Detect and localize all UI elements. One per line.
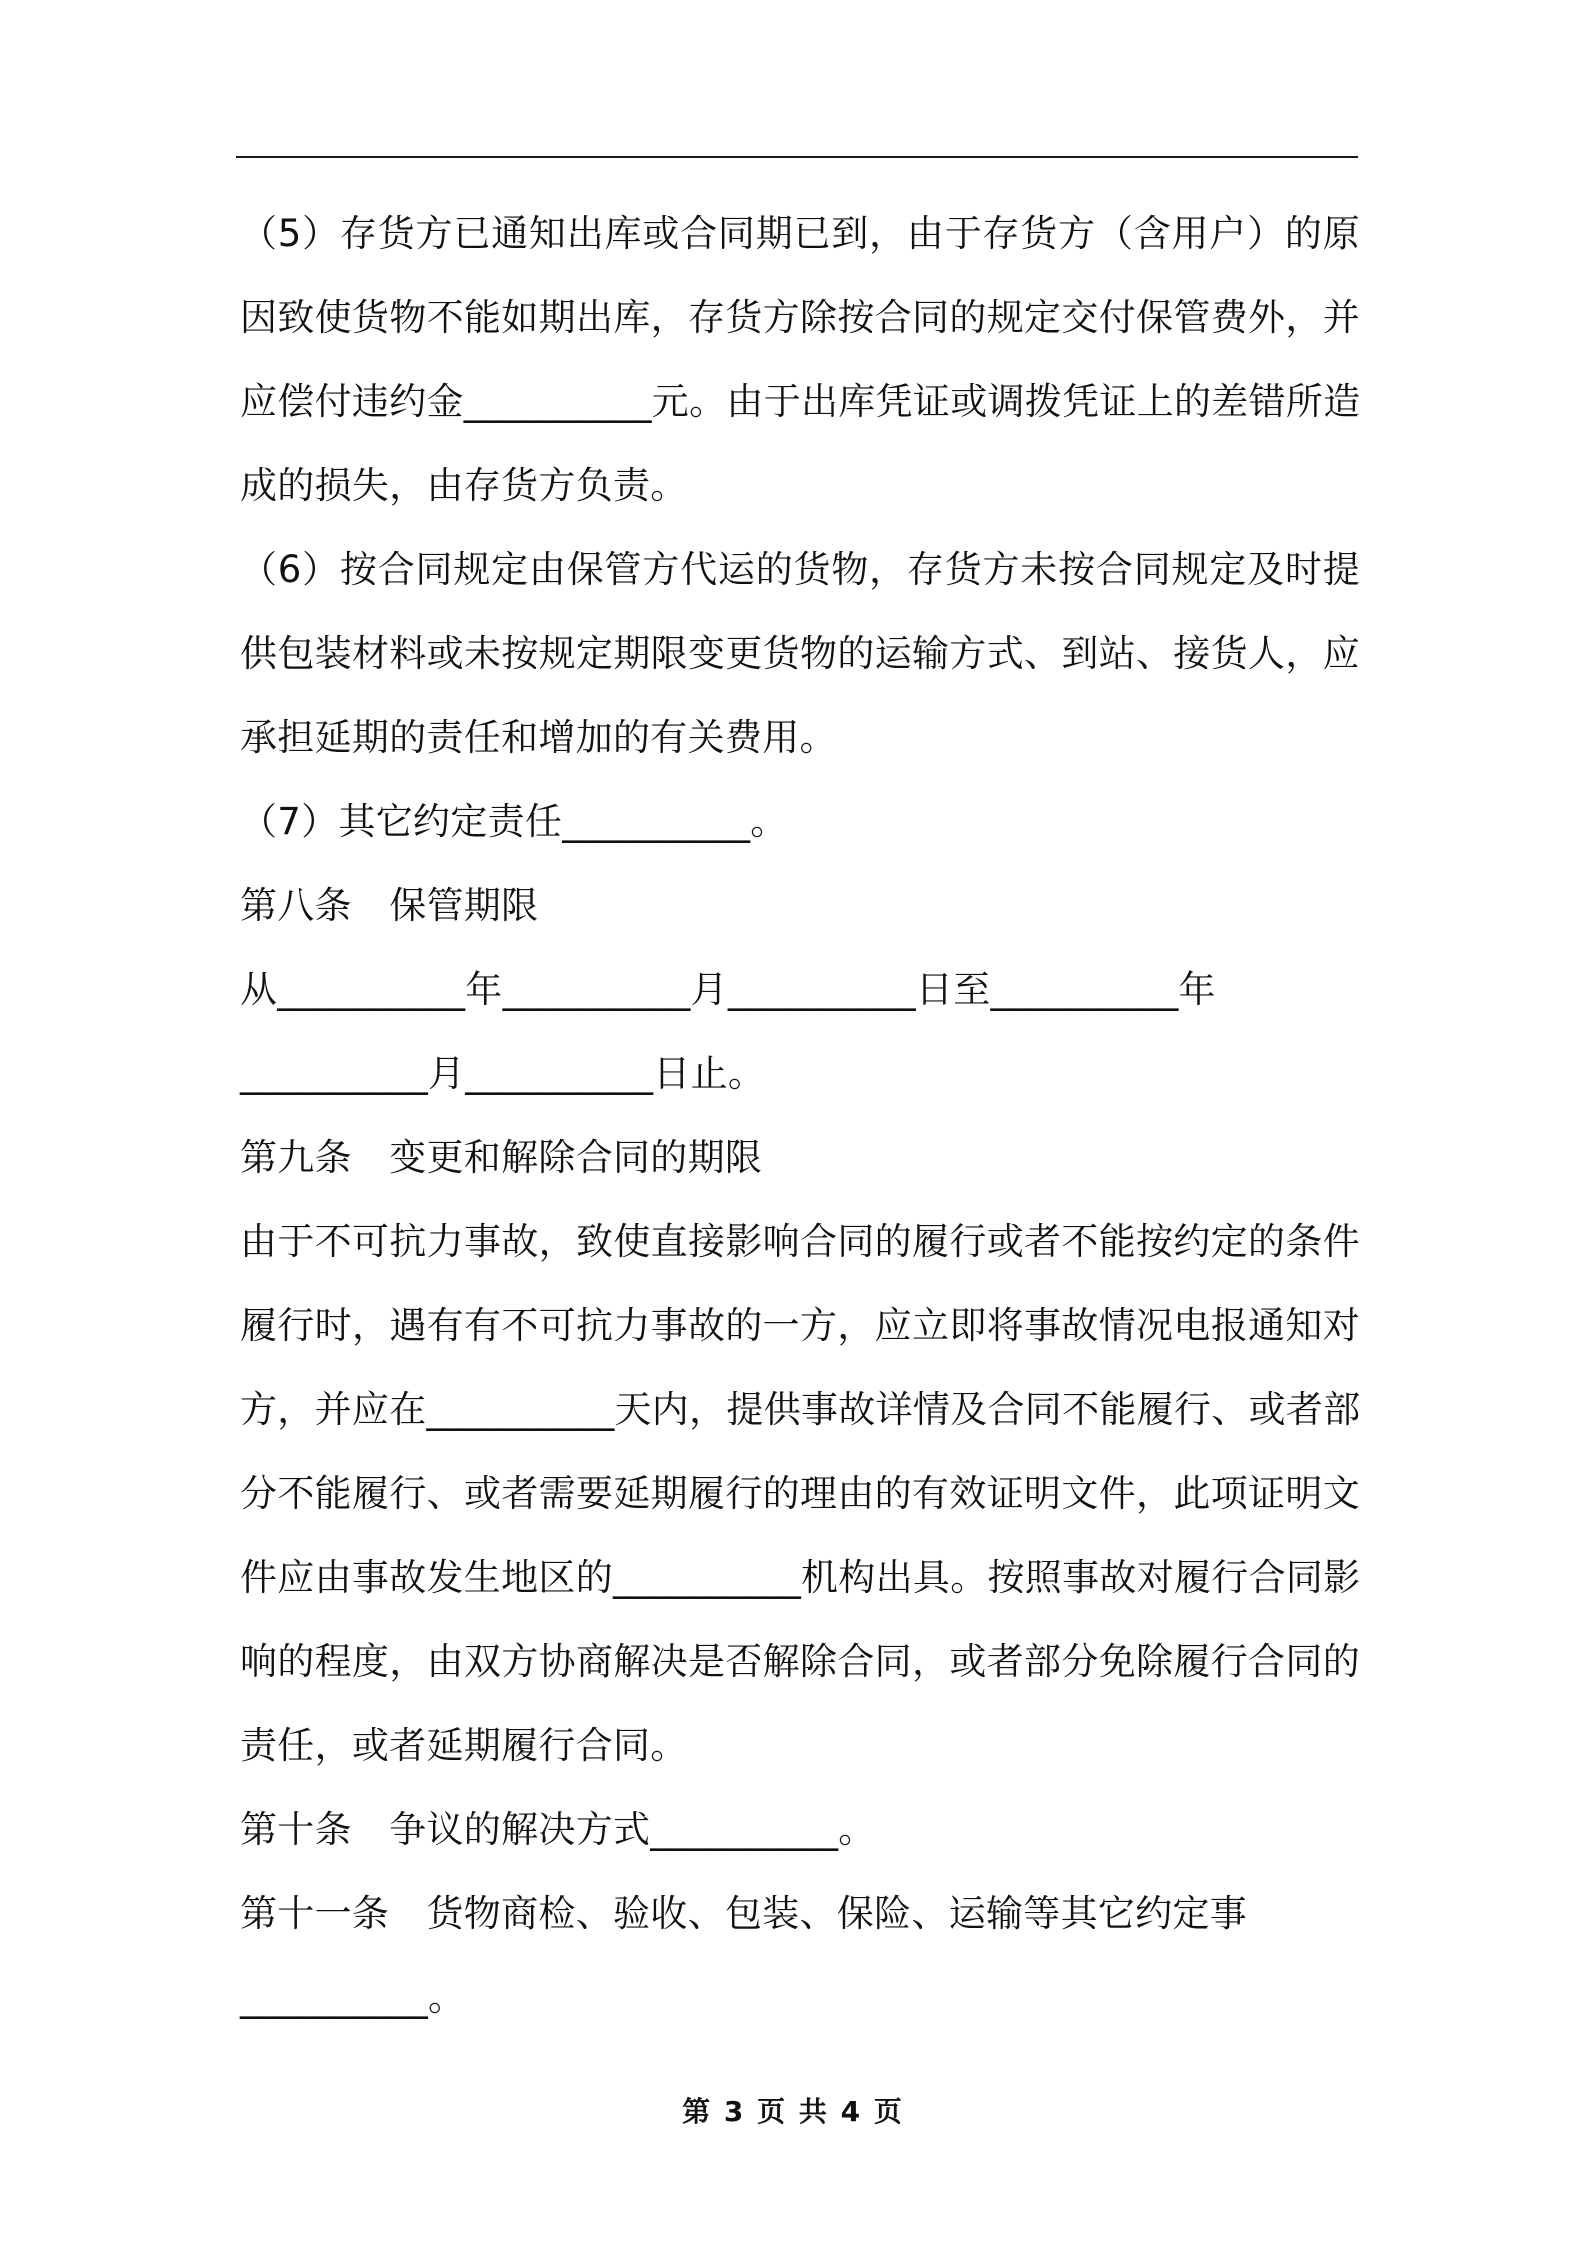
- article-9-heading: 第九条 变更和解除合同的期限: [240, 1136, 763, 1179]
- text-line-16: 分不能履行、或者需要延期履行的理由的有效证明文件，此项证明文: [240, 1472, 1360, 1515]
- text-line-18: 响的程度，由双方协商解决是否解除合同，或者部分免除履行合同的: [240, 1640, 1360, 1683]
- text-line-2: 因致使货物不能如期出库，存货方除按合同的规定交付保管费外，并: [240, 296, 1360, 339]
- text-line-3: 应偿付违约金__________元。由于出库凭证或调拨凭证上的差错所造: [240, 380, 1361, 423]
- text-line-8: （7）其它约定责任__________。: [240, 800, 788, 843]
- page-number: 第 3 页 共 4 页: [682, 2095, 904, 2128]
- text-line-7: 承担延期的责任和增加的有关费用。: [240, 716, 837, 759]
- header-rule: [236, 156, 1358, 158]
- text-line-19: 责任，或者延期履行合同。: [240, 1724, 688, 1767]
- text-line-5: （6）按合同规定由保管方代运的货物，存货方未按合同规定及时提: [240, 548, 1360, 591]
- text-line-17: 件应由事故发生地区的__________机构出具。按照事故对履行合同影: [240, 1556, 1361, 1599]
- article-11-heading: 第十一条 货物商检、验收、包装、保险、运输等其它约定事: [240, 1892, 1248, 1935]
- text-line-10: 从__________年__________月__________日至__________年: [240, 968, 1216, 1011]
- article-10-heading: 第十条 争议的解决方式__________。: [240, 1808, 876, 1851]
- text-line-14: 履行时，遇有有不可抗力事故的一方，应立即将事故情况电报通知对: [240, 1304, 1360, 1347]
- document-body: [240, 192, 1360, 2040]
- article-8-heading: 第八条 保管期限: [240, 884, 539, 927]
- text-line-15: 方，并应在__________天内，提供事故详情及合同不能履行、或者部: [240, 1388, 1361, 1431]
- text-line-1: （5）存货方已通知出库或合同期已到，由于存货方（含用户）的原: [240, 212, 1360, 255]
- text-line-11: __________月__________日止。: [240, 1052, 766, 1095]
- text-line-22: __________。: [240, 1976, 466, 2019]
- text-line-6: 供包装材料或未按规定期限变更货物的运输方式、到站、接货人，应: [240, 632, 1360, 675]
- text-line-13: 由于不可抗力事故，致使直接影响合同的履行或者不能按约定的条件: [240, 1220, 1360, 1263]
- text-line-4: 成的损失，由存货方负责。: [240, 464, 688, 507]
